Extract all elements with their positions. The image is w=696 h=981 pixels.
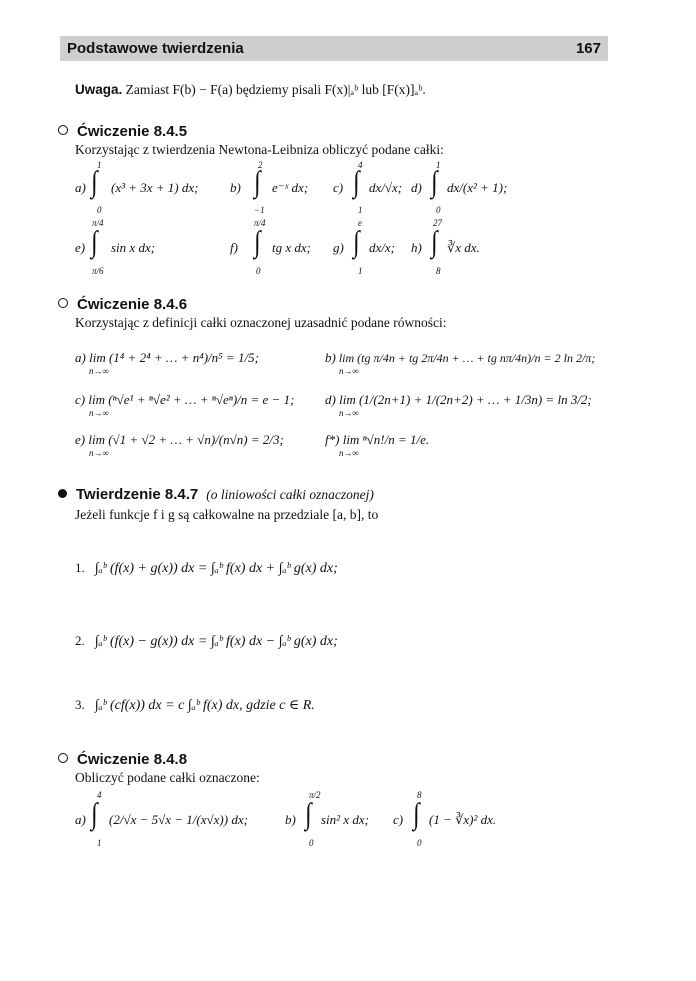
integral-sign-icon: ∫ [353, 226, 360, 260]
item-846-b: b) lim (tg π/4n + tg 2π/4n + … + tg nπ/4n)/n = 2 ln 2/π; n→∞ [325, 350, 596, 376]
exercise-846-items [75, 340, 635, 470]
exercise-845-heading [58, 123, 187, 141]
item-846-a: a) lim (1⁴ + 2⁴ + … + n⁴)/n⁵ = 1/5; n→∞ [75, 350, 259, 376]
integral-sign-icon: ∫ [305, 798, 312, 832]
exercise-845-intro: Korzystając z twierdzenia Newtona-Leibniza obliczyć podane całki: [75, 142, 444, 157]
exercise-845-row-2: e) π/4 ∫ π/6 sin x dx; f) π/4 ∫ 0 tg x dx; g) e ∫ 1 dx/x; h) 27 ∫ 8 ∛x dx. [75, 218, 480, 276]
theorem-847-title: Twierdzenie 8.4.7 [76, 486, 199, 503]
exercise-circle-icon [58, 125, 68, 135]
exercise-846-heading [58, 296, 187, 314]
integral-sign-icon: ∫ [254, 226, 261, 260]
remark [75, 82, 426, 98]
integral-sign-icon: ∫ [91, 226, 98, 260]
exercise-848-heading [58, 751, 187, 769]
exercise-circle-icon [58, 298, 68, 308]
page-number: 167 [575, 40, 601, 57]
integral-sign-icon: ∫ [431, 226, 438, 260]
theorem-bullet-icon [58, 489, 67, 498]
remark-text: Zamiast F(b) − F(a) będziemy pisali F(x)|ₐᵇ lub [F(x)]ₐᵇ. [125, 82, 426, 97]
exercise-848-items: a) 4 ∫ 1 (2/√x − 5√x − 1/(x√x)) dx; b) π/2 ∫ 0 sin² x dx; c) 8 ∫ 0 (1 − ∛x)² dx. [75, 790, 497, 848]
item-846-d: d) lim (1/(2n+1) + 1/(2n+2) + … + 1/3n) = ln 3/2; n→∞ [325, 392, 592, 418]
integral-sign-icon: ∫ [353, 166, 360, 200]
exercise-846-title: Ćwiczenie 8.4.6 [77, 296, 188, 313]
exercise-845-title: Ćwiczenie 8.4.5 [77, 123, 188, 140]
theorem-847-heading [58, 486, 374, 504]
integral-sign-icon: ∫ [431, 166, 438, 200]
item-846-e: e) lim (√1 + √2 + … + √n)/(n√n) = 2/3; n→∞ [75, 432, 284, 458]
item-846-c: c) lim (ⁿ√e¹ + ⁿ√e² + … + ⁿ√eⁿ)/n = e − 1; n→∞ [75, 392, 295, 418]
exercise-circle-icon [58, 753, 68, 763]
remark-label: Uwaga. [75, 82, 123, 97]
exercise-848-title: Ćwiczenie 8.4.8 [77, 751, 188, 768]
header-title: Podstawowe twierdzenia [67, 40, 244, 57]
running-header [60, 36, 608, 61]
exercise-845-row-1: a) 1 ∫ 0 (x³ + 3x + 1) dx; b) 2 ∫ −1 e⁻ˣ dx; c) 4 ∫ 1 dx/√x; d) 1 ∫ 0 dx/(x² + 1); [75, 160, 508, 215]
theorem-847-intro: Jeżeli funkcje f i g są całkowalne na przedziale [a, b], to [75, 507, 379, 522]
integral-sign-icon: ∫ [254, 166, 261, 200]
theorem-847-subtitle: (o liniowości całki oznaczonej) [206, 487, 374, 502]
theorem-847-item-1: 1. ∫ₐᵇ (f(x) + g(x)) dx = ∫ₐᵇ f(x) dx + ∫ₐᵇ g(x) dx; [75, 560, 338, 576]
integral-sign-icon: ∫ [91, 166, 98, 200]
integral-sign-icon: ∫ [91, 798, 98, 832]
integral-sign-icon: ∫ [413, 798, 420, 832]
item-846-f: f*) lim ⁿ√n!/n = 1/e. n→∞ [325, 432, 430, 458]
theorem-847-item-3: 3. ∫ₐᵇ (cf(x)) dx = c ∫ₐᵇ f(x) dx, gdzie c ∈ R. [75, 697, 315, 713]
exercise-846-intro: Korzystając z definicji całki oznaczonej uzasadnić podane równości: [75, 315, 447, 330]
exercise-848-intro: Obliczyć podane całki oznaczone: [75, 770, 260, 785]
theorem-847-item-2: 2. ∫ₐᵇ (f(x) − g(x)) dx = ∫ₐᵇ f(x) dx − ∫ₐᵇ g(x) dx; [75, 633, 338, 649]
